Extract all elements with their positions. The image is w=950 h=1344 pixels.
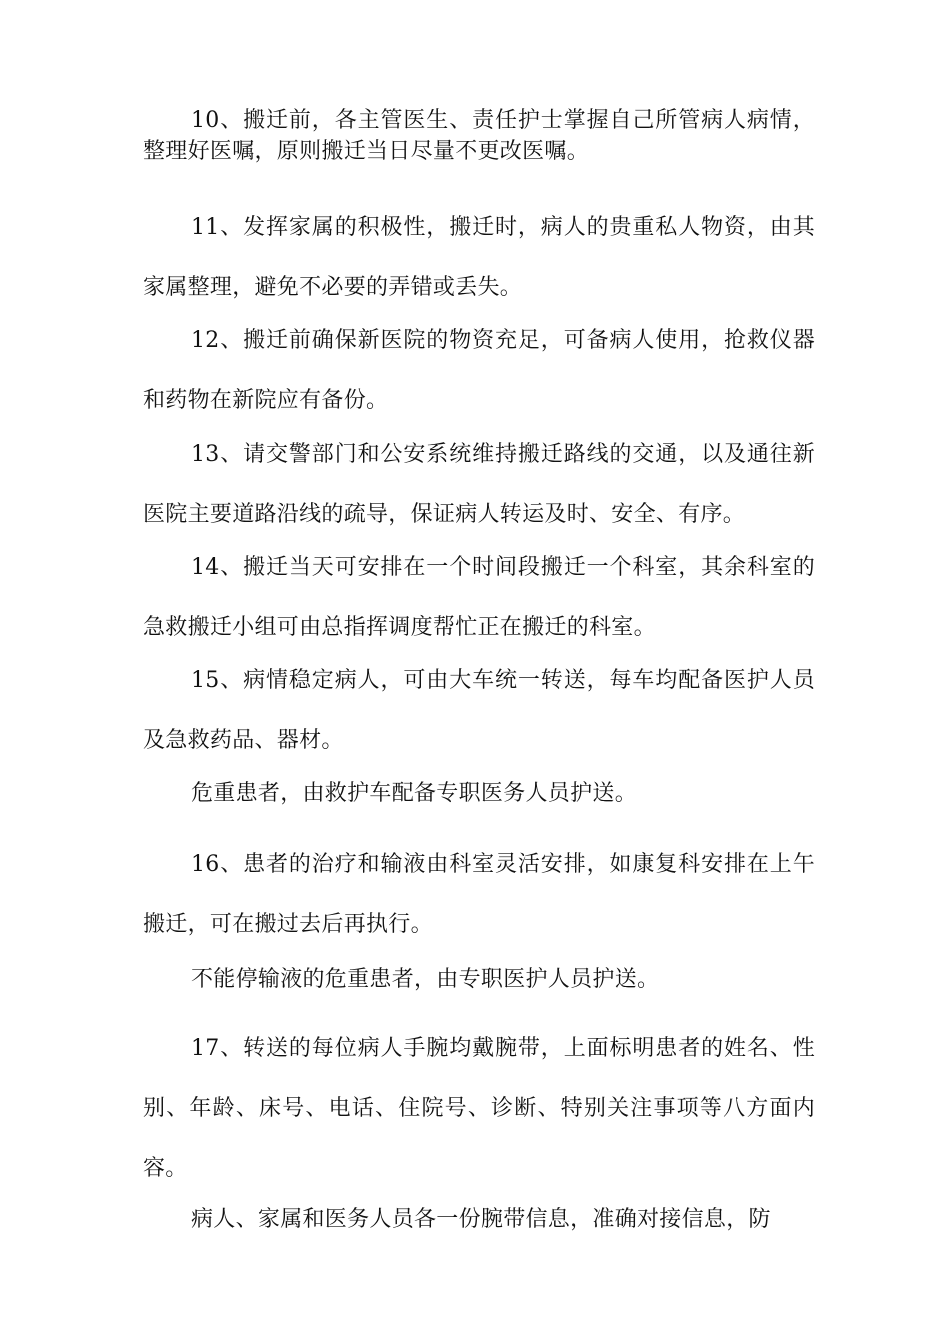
paragraph-12: 12、搬迁前确保新医院的物资充足，可备病人使用，抢救仪器和药物在新院应有备份。 <box>143 328 815 413</box>
paragraph-16: 16、患者的治疗和输液由科室灵活安排，如康复科安排在上午搬迁，可在搬过去后再执行。 <box>143 852 815 937</box>
paragraph-17-note: 病人、家属和医务人员各一份腕带信息，准确对接信息，防 <box>191 1207 771 1232</box>
paragraph-15: 15、病情稳定病人，可由大车统一转送，每车均配备医护人员及急救药品、器材。 <box>143 668 815 753</box>
paragraph-17: 17、转送的每位病人手腕均戴腕带，上面标明患者的姓名、性别、年龄、床号、电话、住院号、诊断、特别关注事项等八方面内容。 <box>143 1036 815 1181</box>
paragraph-14: 14、搬迁当天可安排在一个时间段搬迁一个科室，其余科室的急救搬迁小组可由总指挥调度帮忙正在搬迁的科室。 <box>143 555 815 640</box>
paragraph-16-note: 不能停输液的危重患者，由专职医护人员护送。 <box>191 967 660 992</box>
paragraph-10: 10、搬迁前，各主管医生、责任护士掌握自己所管病人病情，整理好医嘱，原则搬迁当日尽量不更改医嘱。 <box>143 108 815 164</box>
paragraph-15-note: 危重患者，由救护车配备专职医务人员护送。 <box>191 781 638 806</box>
paragraph-13: 13、请交警部门和公安系统维持搬迁路线的交通，以及通往新医院主要道路沿线的疏导，保证病人转运及时、安全、有序。 <box>143 442 815 527</box>
paragraph-11: 11、发挥家属的积极性，搬迁时，病人的贵重私人物资，由其家属整理，避免不必要的弄错或丢失。 <box>143 215 815 300</box>
